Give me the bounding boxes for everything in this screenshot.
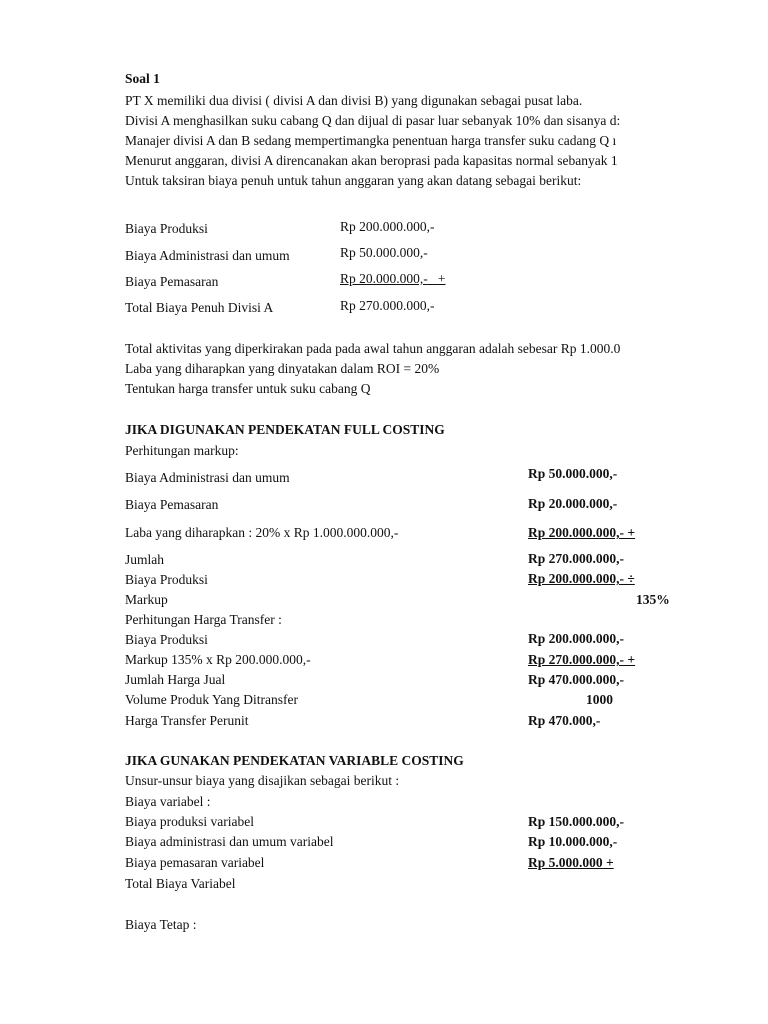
- row-value: Rp 470.000.000,-: [528, 672, 625, 687]
- cost-value: Rp 20.000.000,- +: [340, 271, 446, 286]
- row-value: Rp 50.000.000,-: [528, 466, 618, 481]
- cost-label: Biaya Pemasaran: [125, 274, 219, 289]
- row-value: Rp 5.000.000 +: [528, 855, 614, 870]
- cost-value: Rp 50.000.000,-: [340, 245, 428, 260]
- row-label: Biaya Produksi: [125, 572, 208, 587]
- intro-line: Manajer divisi A dan B sedang mempertimangka penentuan harga transfer suku cadang Q ı: [125, 134, 617, 148]
- row-value: Rp 10.000.000,-: [528, 834, 618, 849]
- intro-line: Untuk taksiran biaya penuh untuk tahun anggaran yang akan datang sebagai berikut:: [125, 174, 582, 188]
- intro-line: Menurut anggaran, divisi A direncanakan akan beroprasi pada kapasitas normal sebanyak 1: [125, 154, 618, 168]
- full-costing-subheading: Perhitungan markup:: [125, 443, 239, 458]
- row-label: Biaya Administrasi dan umum: [125, 470, 290, 485]
- row-value: Rp 200.000.000,- +: [528, 525, 636, 540]
- note-line: Total aktivitas yang diperkirakan pada pada awal tahun anggaran adalah sebesar Rp 1.000.0: [125, 342, 621, 356]
- row-value: 135%: [636, 592, 670, 607]
- variable-costing-heading: JIKA GUNAKAN PENDEKATAN VARIABLE COSTING: [125, 753, 464, 768]
- note-line: Tentukan harga transfer untuk suku cabang Q: [125, 381, 371, 396]
- row-label: Markup 135% x Rp 200.000.000,-: [125, 652, 311, 667]
- row-label: Biaya Produksi: [125, 632, 208, 647]
- row-label: Biaya pemasaran variabel: [125, 855, 265, 870]
- row-label: Jumlah: [125, 552, 164, 567]
- row-value: Rp 470.000,-: [528, 713, 601, 728]
- full-costing-heading: JIKA DIGUNAKAN PENDEKATAN FULL COSTING: [125, 422, 445, 437]
- note-line: Laba yang diharapkan yang dinyatakan dalam ROI = 20%: [125, 361, 440, 376]
- row-label: Markup: [125, 592, 168, 607]
- intro-line: PT X memiliki dua divisi ( divisi A dan divisi B) yang digunakan sebagai pusat laba.: [125, 94, 583, 108]
- row-label: Unsur-unsur biaya yang disajikan sebagai berikut :: [125, 773, 400, 788]
- cost-total-label: Total Biaya Penuh Divisi A: [125, 300, 274, 315]
- intro-line: Divisi A menghasilkan suku cabang Q dan dijual di pasar luar sebanyak 10% dan sisanya d:: [125, 114, 621, 128]
- row-value: Rp 20.000.000,-: [528, 496, 618, 511]
- cost-value: Rp 200.000.000,-: [340, 219, 435, 234]
- row-label: Biaya variabel :: [125, 794, 211, 809]
- row-label: Harga Transfer Perunit: [125, 713, 249, 728]
- row-value: Rp 270.000.000,-: [528, 551, 625, 566]
- cost-total-value: Rp 270.000.000,-: [340, 298, 435, 313]
- row-value: Rp 150.000.000,-: [528, 814, 625, 829]
- row-label: Perhitungan Harga Transfer :: [125, 612, 282, 627]
- row-value: Rp 270.000.000,- +: [528, 652, 636, 667]
- row-label: Biaya produksi variabel: [125, 814, 254, 829]
- row-label: Total Biaya Variabel: [125, 876, 236, 891]
- row-value: 1000: [586, 692, 613, 707]
- fixed-cost-label: Biaya Tetap :: [125, 917, 197, 932]
- row-value: Rp 200.000.000,-: [528, 631, 625, 646]
- soal-title: Soal 1: [125, 71, 160, 86]
- cost-label: Biaya Administrasi dan umum: [125, 248, 290, 263]
- row-label: Jumlah Harga Jual: [125, 672, 226, 687]
- row-label: Laba yang diharapkan : 20% x Rp 1.000.000.000,-: [125, 525, 399, 540]
- row-label: Biaya administrasi dan umum variabel: [125, 834, 334, 849]
- row-label: Biaya Pemasaran: [125, 497, 219, 512]
- row-value: Rp 200.000.000,- ÷: [528, 571, 635, 586]
- cost-label: Biaya Produksi: [125, 221, 208, 236]
- row-label: Volume Produk Yang Ditransfer: [125, 692, 298, 707]
